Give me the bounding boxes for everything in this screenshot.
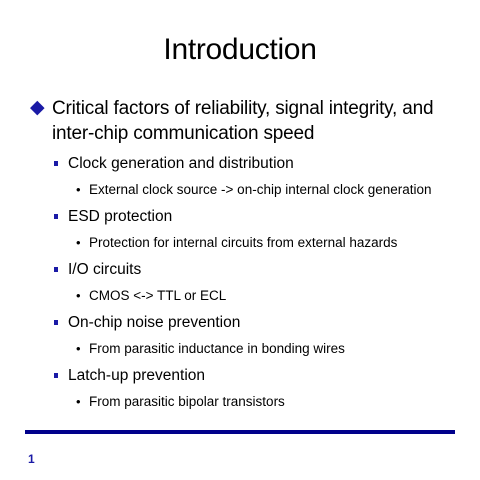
square-bullet-icon [54, 214, 58, 219]
detail-bullet-noise [30, 340, 450, 358]
dot-bullet-icon: • [76, 235, 81, 250]
detail-bullet-text: External clock source -> on-chip internal clock generation [89, 182, 432, 197]
sub-bullet-text: Latch-up prevention [68, 367, 206, 384]
sub-bullet-latchup [30, 366, 450, 386]
square-bullet-icon [54, 320, 58, 325]
sub-bullet-text: ESD protection [68, 208, 173, 225]
detail-bullet-text: Protection for internal circuits from external hazards [89, 235, 398, 250]
detail-bullet-clock [30, 181, 450, 199]
square-bullet-icon [54, 267, 58, 272]
main-bullet [30, 96, 450, 146]
dot-bullet-icon: • [76, 394, 81, 409]
sub-bullet-clock [30, 154, 450, 174]
footer-rule [25, 430, 455, 434]
detail-bullet-esd [30, 234, 450, 252]
slide-title: Introduction [163, 33, 317, 66]
detail-bullet-io [30, 287, 450, 305]
sub-bullet-text: Clock generation and distribution [68, 155, 294, 172]
page-number: 1 [28, 452, 35, 466]
sub-bullet-text: I/O circuits [68, 261, 142, 278]
dot-bullet-icon: • [76, 341, 81, 356]
detail-bullet-text: From parasitic inductance in bonding wires [89, 341, 345, 356]
detail-bullet-text: CMOS <-> TTL or ECL [89, 288, 227, 303]
main-bullet-text: Critical factors of reliability, signal integrity, and inter-chip communication speed [52, 98, 434, 144]
diamond-bullet-icon: ◆ [30, 97, 45, 118]
detail-bullet-latchup [30, 393, 450, 411]
detail-bullet-text: From parasitic bipolar transistors [89, 394, 285, 409]
square-bullet-icon [54, 161, 58, 166]
square-bullet-icon [54, 373, 58, 378]
sub-bullet-io [30, 260, 450, 280]
sub-bullet-esd [30, 207, 450, 227]
dot-bullet-icon: • [76, 182, 81, 197]
sub-bullet-text: On-chip noise prevention [68, 314, 241, 331]
dot-bullet-icon: • [76, 288, 81, 303]
sub-bullet-noise [30, 313, 450, 333]
slide-content [30, 96, 450, 411]
